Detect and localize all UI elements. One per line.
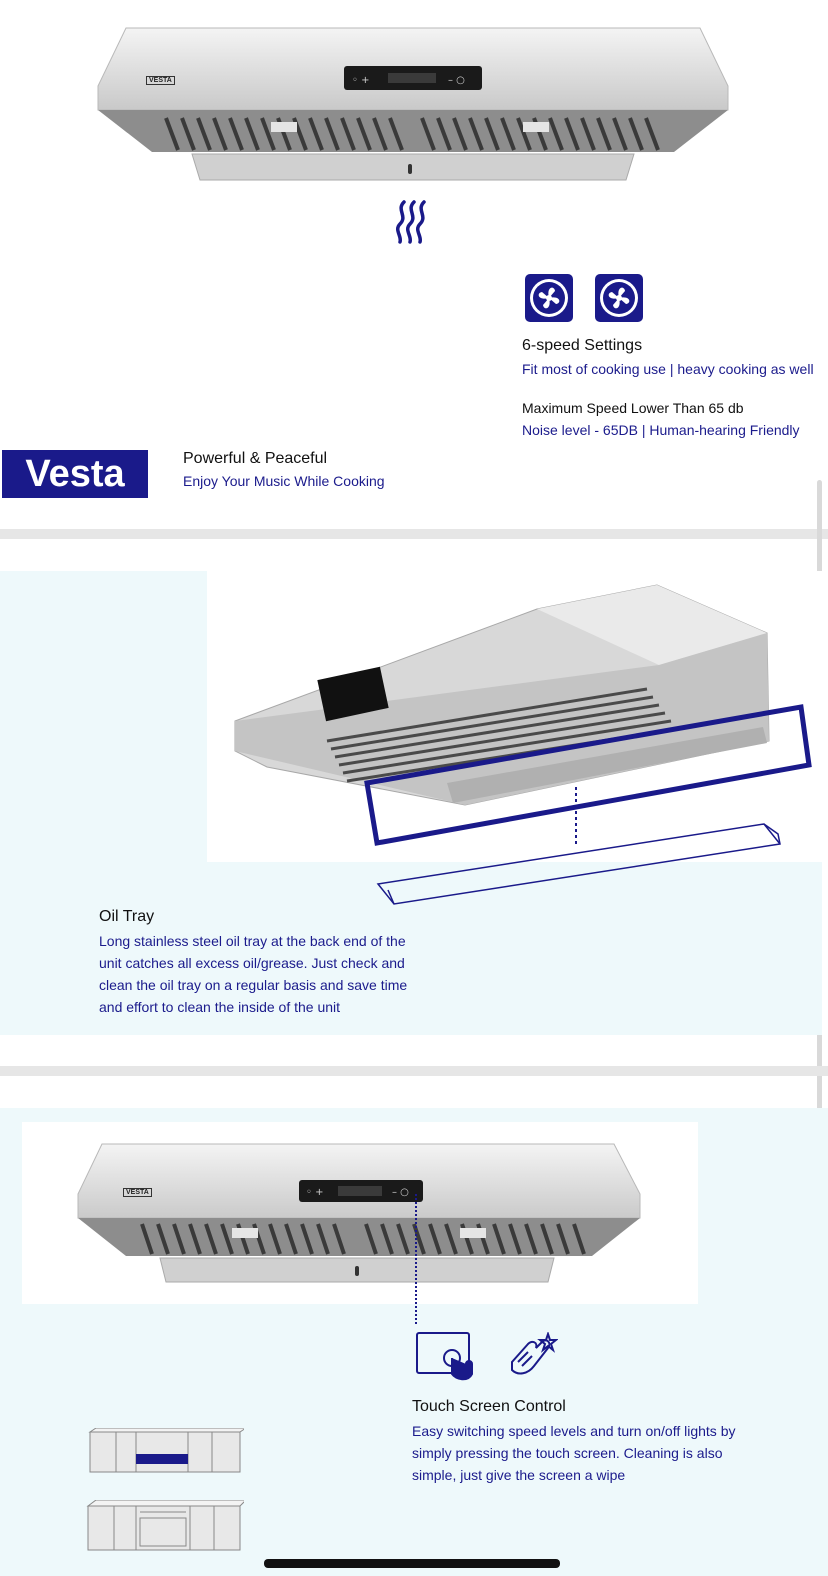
oil-tray-desc-line: Long stainless steel oil tray at the back end of the bbox=[99, 933, 406, 949]
svg-text:– ○: – ○ bbox=[448, 75, 465, 86]
oil-tray-illustration bbox=[376, 820, 786, 915]
oil-tray-hood-image bbox=[207, 571, 822, 862]
fan-icon bbox=[524, 273, 574, 328]
touch-hood-image bbox=[22, 1122, 698, 1304]
svg-text:◦ +: ◦ + bbox=[306, 1187, 324, 1198]
speed-settings-title: 6-speed Settings bbox=[522, 337, 643, 354]
hero-range-hood-image bbox=[96, 26, 730, 186]
hood-brand-logo: VESTA bbox=[146, 76, 175, 85]
home-indicator[interactable] bbox=[264, 1559, 560, 1568]
upper-cabinet-illustration bbox=[88, 1428, 244, 1481]
airflow-wave-icon bbox=[394, 200, 434, 249]
noise-level-title: Maximum Speed Lower Than 65 db bbox=[522, 400, 744, 416]
speed-settings-desc: Fit most of cooking use | heavy cooking as well bbox=[522, 361, 814, 377]
wipe-clean-icon bbox=[506, 1332, 558, 1387]
oil-tray-desc-line: clean the oil tray on a regular basis and save time bbox=[99, 977, 408, 993]
touch-desc-line: simply pressing the touch screen. Cleaning is also bbox=[412, 1445, 723, 1461]
touch-control-title: Touch Screen Control bbox=[412, 1398, 566, 1415]
brand-tagline-title: Powerful & Peaceful bbox=[183, 450, 328, 467]
touch-screen-icon bbox=[416, 1330, 476, 1387]
vesta-brand-logo: Vesta bbox=[2, 450, 148, 498]
touch-connector-line bbox=[415, 1194, 417, 1324]
oil-tray-title: Oil Tray bbox=[99, 908, 155, 925]
touch-control-desc bbox=[412, 1420, 812, 1486]
svg-text:◦ +: ◦ + bbox=[352, 75, 370, 86]
oil-tray-desc-line: and effort to clean the inside of the unit bbox=[99, 999, 341, 1015]
svg-text:– ○: – ○ bbox=[392, 1187, 409, 1198]
fan-icon bbox=[594, 273, 644, 328]
lower-cabinet-illustration bbox=[86, 1500, 244, 1557]
section-divider bbox=[0, 529, 828, 539]
touch-desc-line: simple, just give the screen a wipe bbox=[412, 1467, 626, 1483]
oil-tray-desc-line: unit catches all excess oil/grease. Just check and bbox=[99, 955, 405, 971]
section-divider bbox=[0, 1066, 828, 1076]
noise-level-desc: Noise level - 65DB | Human-hearing Friendly bbox=[522, 422, 800, 438]
brand-tagline-sub: Enjoy Your Music While Cooking bbox=[183, 473, 385, 489]
hood-brand-logo: VESTA bbox=[123, 1188, 152, 1197]
touch-desc-line: Easy switching speed levels and turn on/off lights by bbox=[412, 1423, 736, 1439]
oil-tray-desc bbox=[99, 930, 499, 1018]
